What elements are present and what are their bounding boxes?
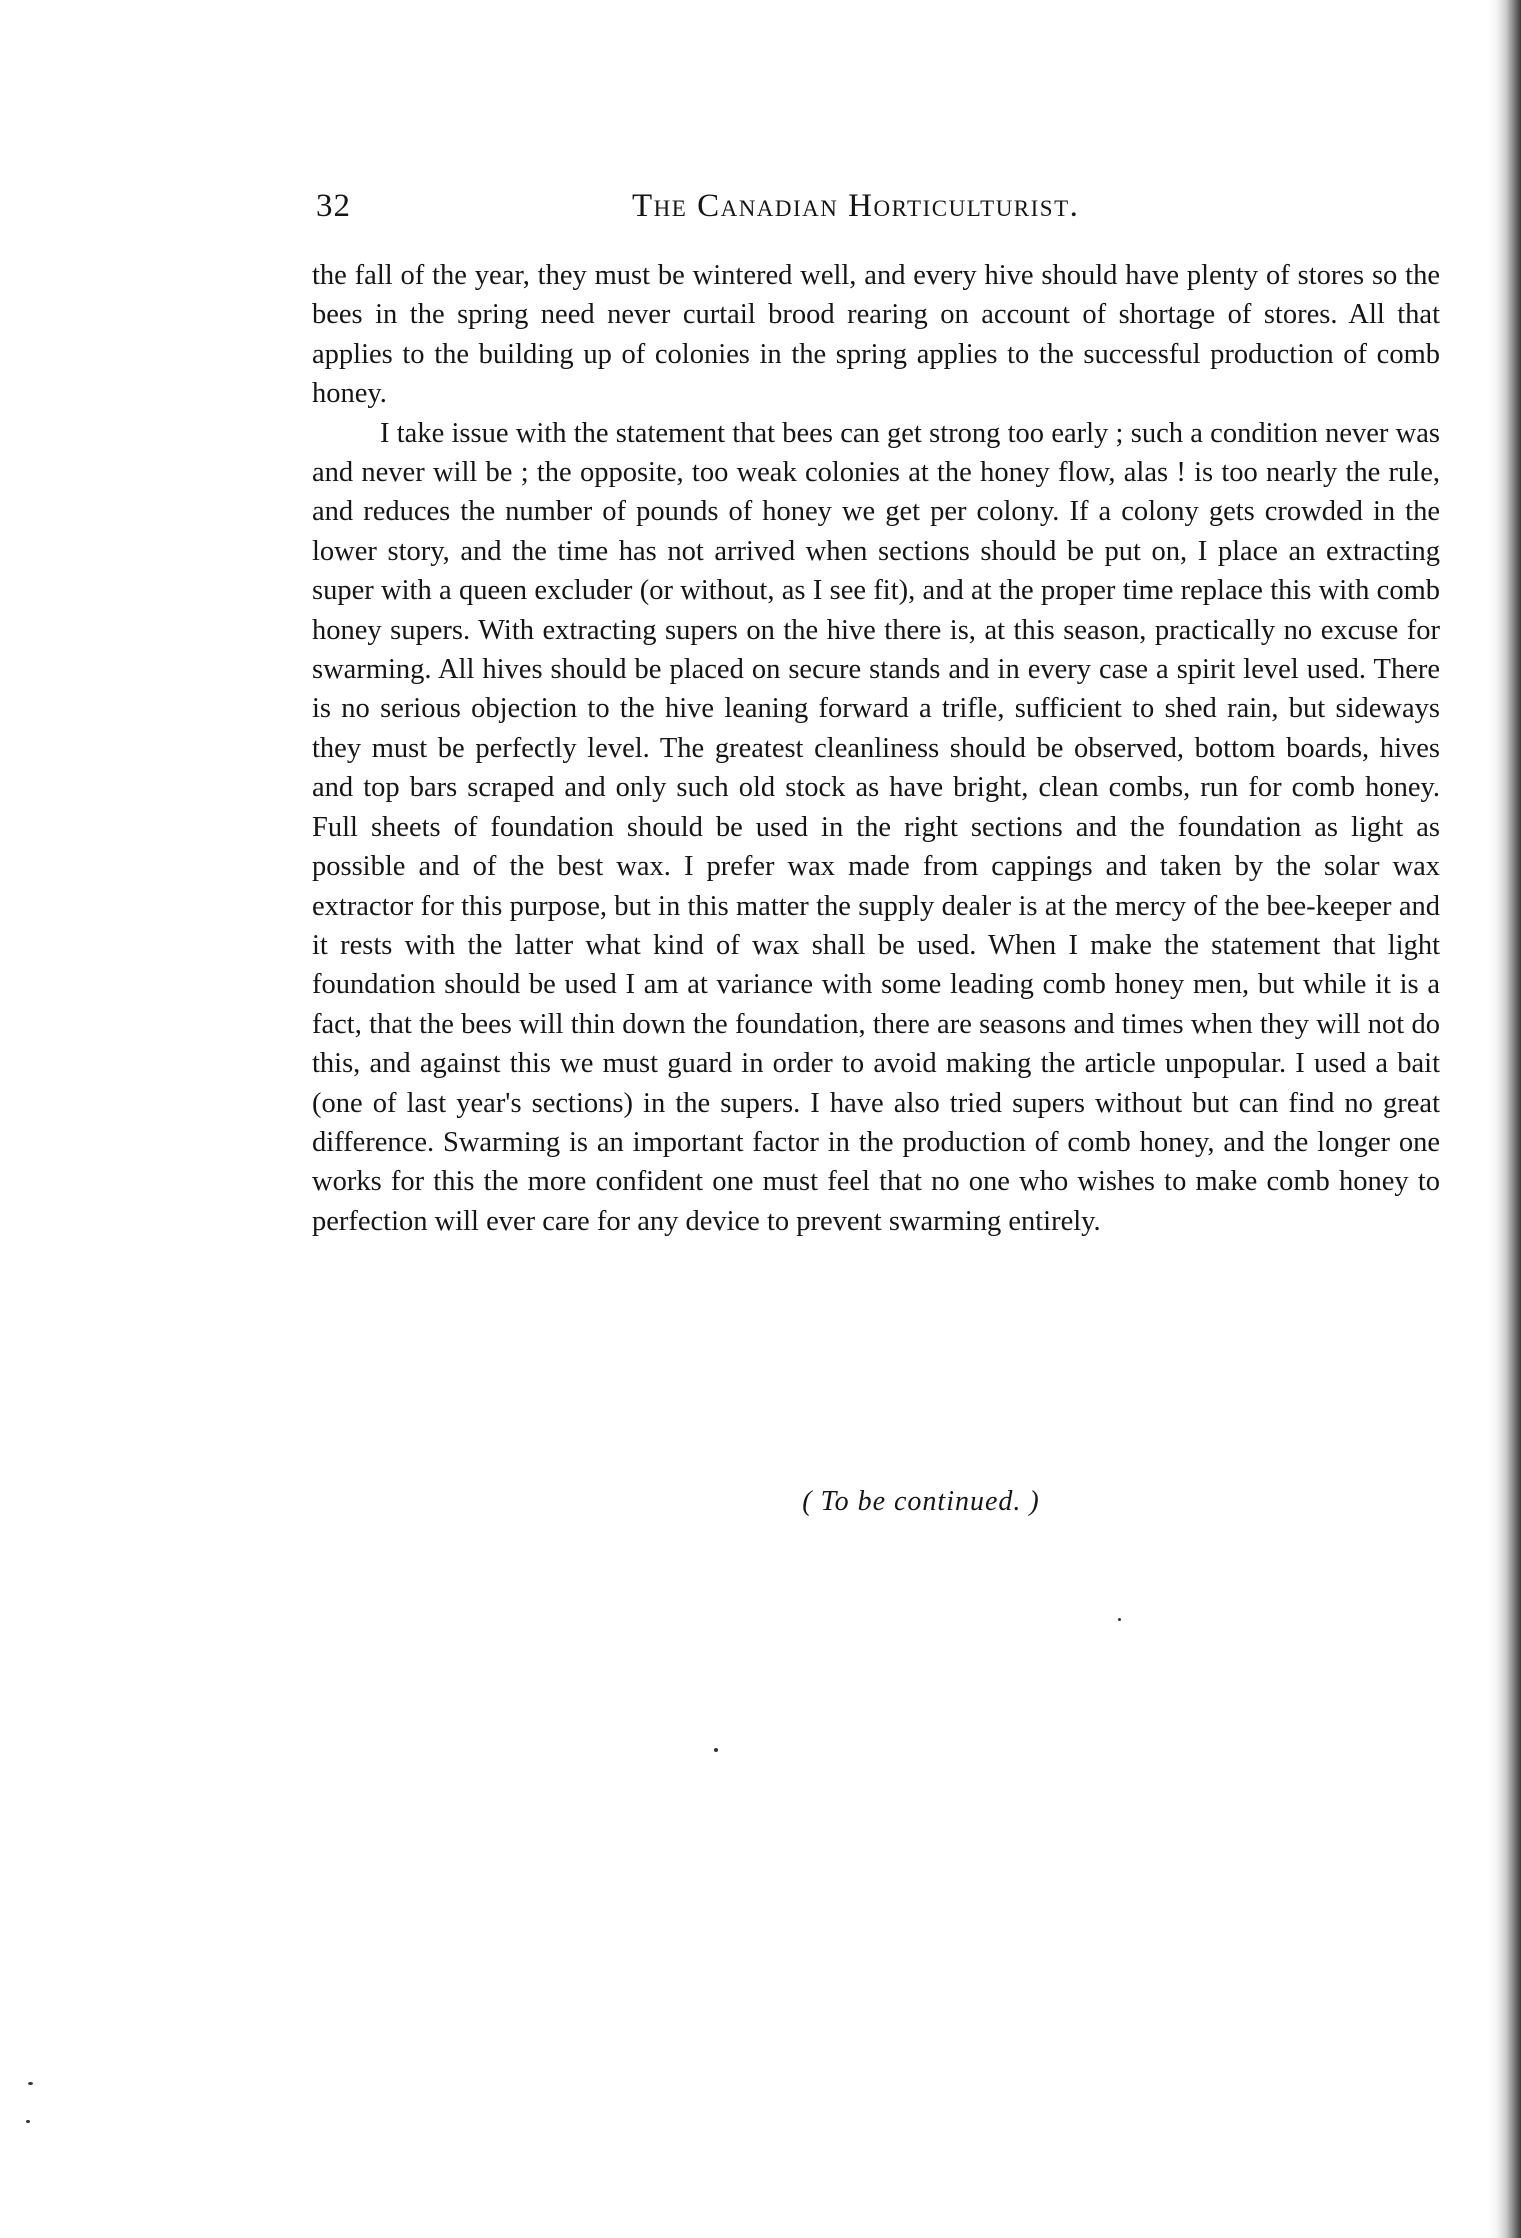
page-header (316, 188, 1442, 238)
page-number: 32 (316, 188, 351, 224)
print-speck (714, 1748, 718, 1752)
paragraph-1: the fall of the year, they must be wintered well, and every hive should have plenty of stores so the bees in the spring need never curtail brood rearing on account of shortage of stores. All that applies to the building up of colonies in the spring applies to the successful production of comb honey. (312, 260, 1440, 410)
paragraph-2: I take issue with the statement that bees can get strong too early ; such a condition never was and never will be ; the opposite, too weak colonies at the honey flow, alas ! is too nearly the rule, and reduces the number of pounds of honey we get per colony. If a colony gets crowded in the lower story, and the time has not arrived when sections should be put on, I place an extracting super with a queen excluder (or without, as I see fit), and at the proper time replace this with comb honey supers. With extracting supers on the hive there is, at this season, practically no excuse for swarming. All hives should be placed on secure stands and in every case a spirit level used. There is no serious objection to the hive leaning forward a trifle, sufficient to shed rain, but sideways they must be perfectly level. The greatest cleanliness should be observed, bottom boards, hives and top bars scraped and only such old stock as have bright, clean combs, run for comb honey. Full sheets of foundation should be used in the right sections and the foundation as light as possible and of the best wax. I prefer wax made from cappings and taken by the solar wax extractor for this purpose, but in this matter the supply dealer is at the mercy of the bee-keeper and it rests with the latter what kind of wax shall be used. When I make the statement that light foundation should be used I am at variance with some leading comb honey men, but while it is a fact, that the bees will thin down the foundation, there are seasons and times when they will not do this, and against this we must guard in order to avoid making the article unpopular. I used a bait (one of last year's sections) in the supers. I have also tried supers without but can find no great difference. Swarming is an important factor in the production of comb honey, and the longer one works for this the more confident one must feel that no one who wishes to make comb honey to perfection will ever care for any device to prevent swarming entirely. (312, 417, 1440, 1237)
print-speck (1118, 1618, 1121, 1621)
print-speck (28, 2082, 33, 2085)
article-body (312, 256, 1440, 1241)
print-speck (26, 2120, 30, 2123)
page-binding-edge (1487, 0, 1521, 2238)
continuation-note: ( To be continued. ) (802, 1486, 1040, 1517)
running-title: The Canadian Horticulturist. (632, 188, 1080, 224)
